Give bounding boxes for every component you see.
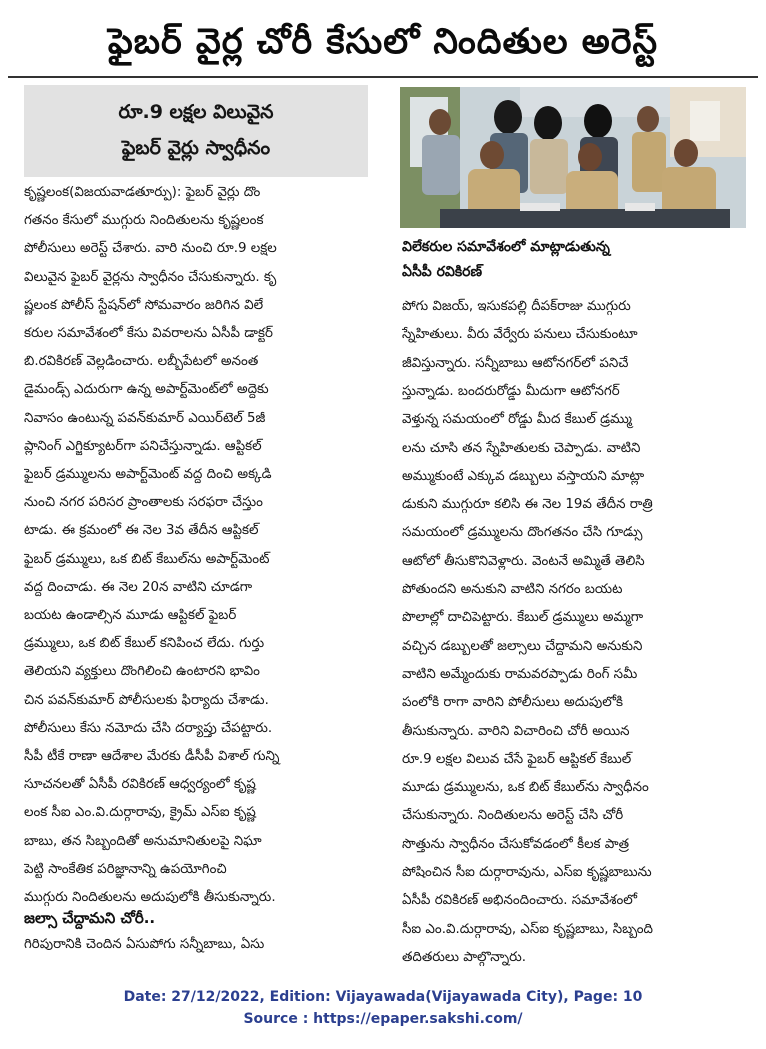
article-line: టాడు. ఈ క్రమంలో ఈ నెల 3వ తేదీన ఆప్టికల్ xyxy=(24,523,259,539)
article-line: ఫైబర్ డ్రమ్ములను అపార్ట్‌మెంట్ వద్ద దించి అక్కడి xyxy=(24,467,272,482)
article-line: నుంచి నగర పరిసర ప్రాంతాలకు సరఫరా చేస్తుం xyxy=(24,495,263,511)
article-line: ముగ్గురు నిందితులను అదుపులోకి తీసుకున్నారు. xyxy=(24,890,276,905)
headline-divider xyxy=(8,76,758,78)
article-line: డైమండ్స్ ఎదురుగా ఉన్న అపార్ట్‌మెంట్‌లో అద్దెకు xyxy=(24,382,269,398)
article-line: పోగు విజయ్, ఇసుకపల్లి దీపక్‌రాజు ముగ్గురు xyxy=(402,299,631,314)
article-line: విలువైన ఫైబర్ వైర్లను స్వాధీనం చేసుకున్నారు. కృ xyxy=(24,269,277,285)
article-line: పోతుందని అనుకుని వాటిని నగరం బయట xyxy=(402,582,623,597)
article-line: తీసుకున్నారు. వారిని విచారించి చోరీ అయిన xyxy=(402,723,630,739)
article-line: బి.రవికిరణ్ వెల్లడించారు. లబ్బీపేటలో అనంత xyxy=(24,354,259,370)
article-line: పోలీసులు కేసు నమోదు చేసి దర్యాప్తు చేపట్టారు. xyxy=(24,720,273,736)
article-line: తెలియని వ్యక్తులు దొంగిలించి ఉంటారని భావిం xyxy=(24,664,260,680)
article-line: లంక సీఐ ఎం.వి.దుర్గారావు, క్రైమ్ ఎస్ఐ కృష్ణ xyxy=(24,805,256,821)
article-line: వద్ద దించాడు. ఈ నెల 20న వాటిని చూడగా xyxy=(24,579,253,595)
article-line: సీఐ ఎం.వి.దుర్గారావు, ఎస్ఐ కృష్ణబాబు, సిబ్బంది xyxy=(402,921,653,937)
article-line: బాబు, తన సిబ్బందితో అనుమానితులపై నిఘా xyxy=(24,833,262,849)
article-line: డ్రమ్ములు, ఒక బిట్ కేబుల్ కనిపించ లేదు. గుర్తు xyxy=(24,636,265,652)
footer-source: Source : https://epaper.sakshi.com/ xyxy=(243,1011,523,1027)
headline: ఫైబర్ వైర్ల చోరీ కేసులో నిందితుల అరెస్ట్ xyxy=(107,22,659,62)
article-line: వాటిని అమ్మేందుకు రామవరప్పాడు రింగ్ సమీ xyxy=(402,666,638,682)
subhead-line-2: ఫైబర్ వైర్లు స్వాధీనం xyxy=(121,137,271,159)
article-line: చిన పవన్‌కుమార్ పోలీసులకు ఫిర్యాదు చేశాడు. xyxy=(24,692,269,708)
article-line: సమయంలో డ్రమ్ములను దొంగతనం చేసి గూడ్సు xyxy=(402,525,643,541)
article-line: మూడు డ్రమ్ములను, ఒక బిట్ కేబుల్‌ను స్వాధీనం xyxy=(402,780,649,796)
article-line: సీపీ టీకే రాణా ఆదేశాల మేరకు డీసీపీ విశాల్ గున్ని xyxy=(24,749,280,764)
article-line: ష్ణలంక పోలీస్ స్టేషన్‌లో సోమవారం జరిగిన విలే xyxy=(24,297,264,313)
article-line: వచ్చిన డబ్బులతో జల్సాలు చేద్దామని అనుకుని xyxy=(402,638,643,654)
article-line: లను చూసి తన స్నేహితులకు చెప్పాడు. వాటిని xyxy=(402,440,641,456)
article-line: డుకుని ముగ్గురూ కలిసి ఈ నెల 19వ తేదీన రాత్రి xyxy=(402,497,653,513)
photo-caption-line-2: ఏసీపీ రవికిరణ్ xyxy=(402,264,483,280)
footer-date-edition: Date: 27/12/2022, Edition: Vijayawada(Vijayawada City), Page: 10 xyxy=(123,989,643,1005)
article-line: గతనం కేసులో ముగ్గురు నిందితులను కృష్ణలంక xyxy=(24,213,264,229)
subhead-line-1: రూ.9 లక్షల విలువైన xyxy=(118,101,274,123)
article-line: స్నేహితులు. వీరు వేర్వేరు పనులు చేసుకుంటూ xyxy=(402,327,638,343)
photo-caption-line-1: విలేకరుల సమావేశంలో మాట్లాడుతున్న xyxy=(402,239,610,255)
article-line: పంలోకి రాగా వారిని పోలీసులు అదుపులోకి xyxy=(402,695,624,711)
press-meet-photo xyxy=(400,87,746,228)
article-line: నివాసం ఉంటున్న పవన్‌కుమార్ ఎయిర్‌టెల్ 5జీ xyxy=(24,410,266,426)
article-line: సొత్తును స్వాధీనం చేసుకోవడంలో కీలక పాత్ర xyxy=(402,836,630,852)
article-line: ప్లానింగ్ ఎగ్జిక్యూటర్‌గా పనిచేస్తున్నాడు. ఆప్టికల్ xyxy=(24,438,262,454)
article-line: బయట ఉండాల్సిన మూడు ఆప్టికల్ ఫైబర్ xyxy=(24,608,237,623)
article-line: పోషించిన సీఐ దుర్గారావును, ఎస్ఐ కృష్ణబాబును xyxy=(402,865,652,880)
article-line: చేసుకున్నారు. నిందితులను అరెస్ట్ చేసి చోరీ xyxy=(402,808,624,824)
subsection-heading: జల్సా చేద్దామని చోరీ.. xyxy=(24,909,156,927)
subhead-box xyxy=(24,85,368,177)
article-line: జీవిస్తున్నారు. సన్నీబాబు ఆటోనగర్‌లో పనిచే xyxy=(402,355,629,371)
article-line: ఏసీపీ రవికిరణ్ అభినందించారు. సమావేశంలో xyxy=(402,893,638,909)
article-line: పోలీసులు అరెస్ట్ చేశారు. వారి నుంచి రూ.9 లక్షల xyxy=(24,241,277,257)
article-line: పెట్టి సాంకేతిక పరిజ్ఞానాన్ని ఉపయోగించి xyxy=(24,861,227,877)
article-line: స్తున్నాడు. బందరురోడ్డు మీదుగా ఆటోనగర్ xyxy=(402,383,620,399)
article-line: కృష్ణలంక(విజయవాడతూర్పు): ఫైబర్ వైర్లు దొం xyxy=(24,185,261,200)
article-line: ఆటోలో తీసుకొనివెళ్లారు. వెంటనే అమ్మితే తెలిసి xyxy=(402,553,645,569)
article-line: వెళ్తున్న సమయంలో రోడ్డు మీద కేబుల్ డ్రమ్ము xyxy=(402,412,632,428)
article-line: తదితరులు పాల్గొన్నారు. xyxy=(402,949,526,965)
article-line: కరుల సమావేశంలో కేసు వివరాలను ఏసీపీ డాక్టర్ xyxy=(24,326,273,341)
article-line: గిరిపురానికి చెందిన ఏసుపోగు సన్నీబాబు, ఏసు xyxy=(24,937,265,952)
article-line: ఫైబర్ డ్రమ్ములు, ఒక బిట్ కేబుల్‌ను అపార్ట్‌మెంట్ xyxy=(24,551,270,567)
article-line: సూచనలతో ఏసీపీ రవికిరణ్ ఆధ్వర్యంలో కృష్ణ xyxy=(24,777,256,793)
article-line: పొలాల్లో దాచిపెట్టారు. కేబుల్ డ్రమ్ములు అమ్మగా xyxy=(402,610,644,626)
article-line: అమ్ముకుంటే ఎక్కువ డబ్బులు వస్తాయని మాట్లా xyxy=(402,468,645,484)
article-line: రూ.9 లక్షల విలువ చేసే ఫైబర్ ఆప్టికల్ కేబుల్ xyxy=(402,751,632,767)
